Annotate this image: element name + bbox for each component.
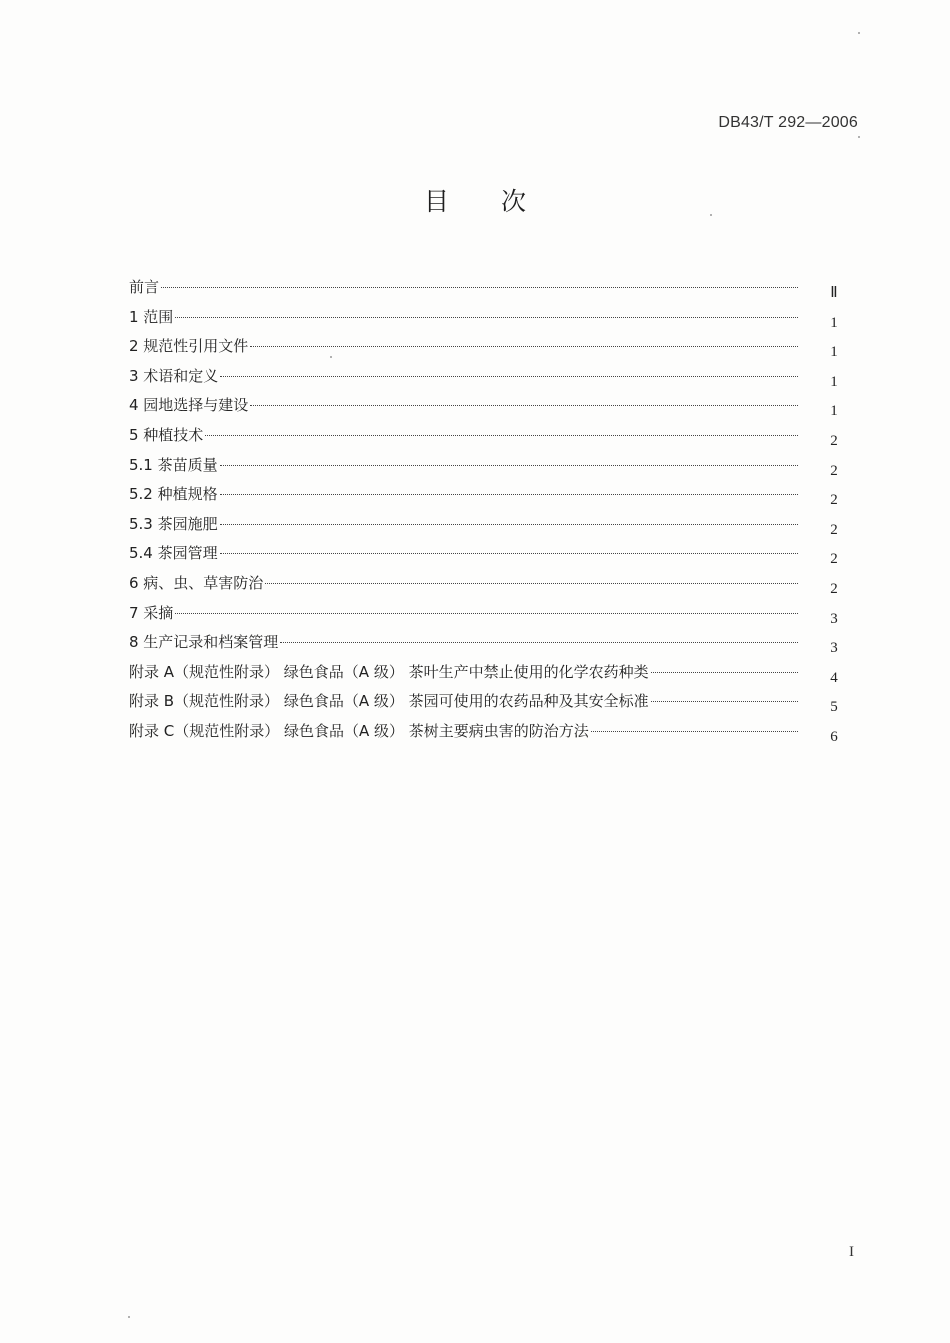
toc-entry-page: 4 <box>830 669 838 686</box>
toc-entry[interactable] <box>129 569 842 599</box>
toc-entry[interactable] <box>129 332 842 362</box>
toc-entry-label: 5 种植技术 <box>129 425 204 444</box>
toc-entry-page: 3 <box>830 610 838 627</box>
dot-leader <box>591 731 798 732</box>
toc-entry[interactable] <box>129 303 842 333</box>
toc-entry-page: 1 <box>830 314 838 331</box>
scan-speck <box>858 32 860 34</box>
toc-entry-label: 6 病、虫、草害防治 <box>129 573 264 592</box>
dot-leader <box>265 583 798 584</box>
scan-speck <box>330 356 332 358</box>
table-of-contents <box>129 273 842 747</box>
dot-leader <box>220 465 798 466</box>
toc-entry-label: 5.4 茶园管理 <box>129 544 218 563</box>
toc-entry-label: 5.1 茶苗质量 <box>129 455 218 474</box>
toc-entry-label: 1 范围 <box>129 307 174 326</box>
toc-entry-appendix-c[interactable] <box>129 717 842 747</box>
dot-leader <box>205 435 798 436</box>
page-number: I <box>849 1244 854 1260</box>
dot-leader <box>250 346 798 347</box>
toc-entry-label: 7 采摘 <box>129 603 174 622</box>
toc-entry-page: 2 <box>830 432 838 449</box>
dot-leader <box>220 494 798 495</box>
toc-entry[interactable] <box>129 451 842 481</box>
toc-entry-label: 5.3 茶园施肥 <box>129 514 218 533</box>
toc-entry-appendix-a[interactable] <box>129 658 842 688</box>
toc-entry-page: 2 <box>830 462 838 479</box>
dot-leader <box>220 553 798 554</box>
toc-entry[interactable] <box>129 391 842 421</box>
toc-entry[interactable] <box>129 510 842 540</box>
toc-entry-label: 4 园地选择与建设 <box>129 396 249 415</box>
toc-entry-page: 1 <box>830 403 838 420</box>
toc-entry-page: 2 <box>830 492 838 509</box>
toc-entry-page: 2 <box>830 521 838 538</box>
toc-entry-label: 8 生产记录和档案管理 <box>129 633 279 652</box>
toc-entry-label: 附录 C（规范性附录） 绿色食品（A 级） 茶树主要病虫害的防治方法 <box>129 721 589 740</box>
toc-entry-page: 2 <box>830 551 838 568</box>
toc-entry[interactable] <box>129 421 842 451</box>
toc-entry-label: 2 规范性引用文件 <box>129 337 249 356</box>
toc-entry-label: 附录 A（规范性附录） 绿色食品（A 级） 茶叶生产中禁止使用的化学农药种类 <box>129 662 649 681</box>
standard-code: DB43/T 292—2006 <box>718 114 858 131</box>
dot-leader <box>175 317 798 318</box>
title-char-1: 目 <box>423 187 449 216</box>
dot-leader <box>651 672 798 673</box>
dot-leader <box>161 287 798 288</box>
toc-entry[interactable] <box>129 599 842 629</box>
toc-entry[interactable] <box>129 539 842 569</box>
toc-entry[interactable] <box>129 628 842 658</box>
scan-speck <box>128 1316 130 1318</box>
toc-entry-label: 3 术语和定义 <box>129 366 219 385</box>
toc-entry-label: 附录 B（规范性附录） 绿色食品（A 级） 茶园可使用的农药品种及其安全标准 <box>129 692 649 711</box>
scan-speck <box>710 214 712 216</box>
toc-entry-page: 1 <box>830 344 838 361</box>
toc-entry[interactable] <box>129 273 842 303</box>
scan-speck <box>858 136 860 138</box>
toc-entry-page: 2 <box>830 580 838 597</box>
dot-leader <box>280 642 798 643</box>
toc-entry-appendix-b[interactable] <box>129 687 842 717</box>
toc-entry-page: 6 <box>830 728 838 745</box>
dot-leader <box>175 613 798 614</box>
dot-leader <box>220 524 798 525</box>
toc-entry[interactable] <box>129 362 842 392</box>
toc-entry-label: 前言 <box>129 278 160 296</box>
toc-entry-label: 5.2 种植规格 <box>129 485 218 504</box>
dot-leader <box>250 405 798 406</box>
title-char-2: 次 <box>501 187 527 216</box>
toc-entry[interactable] <box>129 480 842 510</box>
toc-entry-page: 5 <box>830 699 838 716</box>
dot-leader <box>220 376 798 377</box>
page-title <box>0 182 950 218</box>
dot-leader <box>651 701 798 702</box>
toc-entry-page: Ⅱ <box>830 285 838 301</box>
toc-entry-page: 1 <box>830 373 838 390</box>
toc-entry-page: 3 <box>830 640 838 657</box>
